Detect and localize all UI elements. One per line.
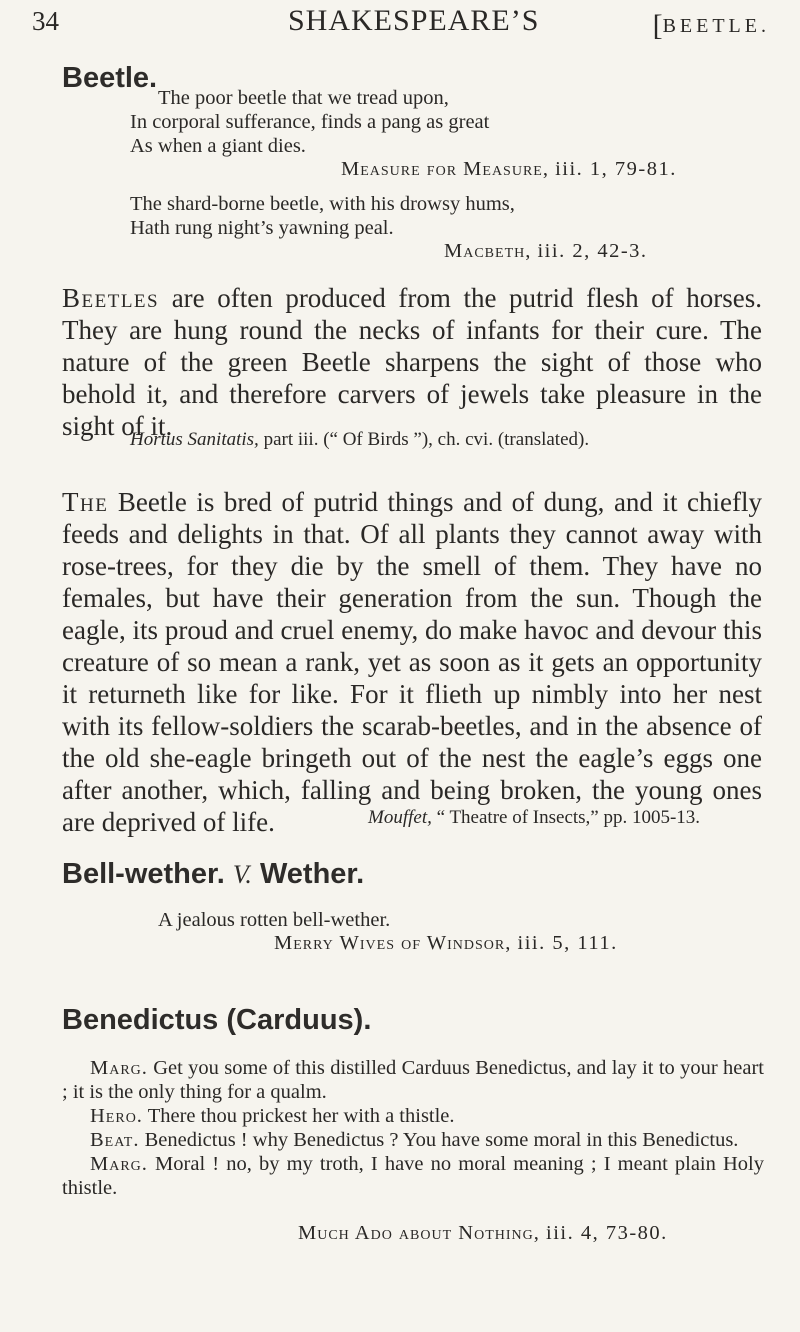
citation-details: “ Theatre of Insects,” pp. 1005-13.	[431, 807, 701, 828]
running-header	[32, 2, 770, 42]
quote-macbeth	[130, 192, 515, 240]
speaker: Beat.	[90, 1129, 140, 1151]
source-title: Merry Wives of Windsor,	[274, 932, 512, 954]
source-measure-for-measure	[341, 158, 677, 181]
cited-work: Hortus Sanitatis,	[130, 429, 259, 450]
speech	[62, 1128, 764, 1152]
source-merry-wives	[274, 932, 618, 955]
citation-hortus-sanitatis	[130, 428, 766, 452]
citation-mouffet	[368, 806, 700, 830]
speech	[62, 1152, 764, 1200]
paragraph-text: Beetle is bred of putrid things and of dung, and it chiefly feeds and delights in that. Of all plants they cannot away with rose-trees, for they die by the smell of them. They have no females, but have their generation from the sun. Though the eagle, its proud and cruel enemy, do make havoc and devour this creature of so mean a rank, yet as soon as it gets an opportunity it returneth like for like. For it flieth up nimbly into her nest with its fellow-soldiers the scarab-beetles, and in the absence of the old she-eagle bringeth out of the nest the eagle’s eggs one after another, which, falling and being broken, the young ones are deprived of life.	[62, 487, 762, 837]
speech	[62, 1056, 764, 1104]
verse-line: A jealous rotten bell-wether.	[158, 909, 391, 931]
paragraph-hortus-sanitatis	[62, 282, 762, 442]
verse-line: Hath rung night’s yawning peal.	[130, 217, 394, 239]
source-reference: iii. 5, 111.	[517, 932, 618, 954]
speech	[62, 1104, 764, 1128]
source-reference: iii. 1, 79-81.	[555, 158, 677, 180]
source-reference: iii. 4, 73-80.	[546, 1222, 668, 1244]
variant-marker: V.	[232, 860, 252, 889]
paragraph-mouffet	[62, 486, 762, 838]
speaker: Hero.	[90, 1105, 143, 1127]
source-title: Macbeth,	[444, 240, 532, 262]
cited-author: Mouffet,	[368, 807, 432, 828]
verse-line: The shard-borne beetle, with his drowsy hums,	[130, 193, 515, 215]
dialogue-much-ado	[62, 1056, 764, 1200]
source-title: Measure for Measure,	[341, 158, 549, 180]
section-label: BEETLE.	[662, 15, 770, 37]
speech-text: There thou prickest her with a thistle.	[142, 1105, 455, 1127]
speaker: Marg.	[90, 1153, 148, 1175]
paragraph-text: are often produced from the putrid flesh of horses. They are hung round the necks of infants for their cure. The nature of the green Beetle sharpens the sight of those who behold it, and therefore carvers of jewels take pleasure in the sight of it.	[62, 283, 762, 441]
source-title: Much Ado about Nothing,	[298, 1222, 540, 1244]
speech-text: Benedictus ! why Benedictus ? You have some moral in this Benedictus.	[139, 1129, 739, 1151]
entry-heading-beetle: Beetle.	[62, 62, 158, 94]
paragraph-lead: Beetles	[62, 283, 160, 313]
heading-main: Bell-wether.	[62, 858, 225, 890]
verse-line: In corporal sufferance, finds a pang as great	[130, 111, 490, 133]
speech-text: Moral ! no, by my troth, I have no moral meaning ; I meant plain Holy thistle.	[62, 1153, 764, 1199]
paragraph-lead: The	[62, 487, 109, 517]
running-title: SHAKESPEARE’S	[288, 4, 540, 37]
page-number: 34	[32, 6, 59, 36]
section-marker: [BEETLE.	[652, 9, 770, 42]
verse-line: The poor beetle that we tread upon,	[158, 87, 449, 109]
source-reference: iii. 2, 42-3.	[537, 240, 648, 262]
speaker: Marg.	[90, 1057, 148, 1079]
heading-variant: Wether.	[259, 858, 365, 890]
citation-details: part iii. (“ Of Birds ”), ch. cvi. (translated).	[258, 429, 590, 450]
verse-line: As when a giant dies.	[130, 135, 306, 157]
source-macbeth	[444, 240, 648, 263]
quote-measure-for-measure	[130, 86, 489, 158]
entry-heading-benedictus: Benedictus (Carduus).	[62, 1004, 372, 1036]
entry-heading-bell-wether	[62, 858, 364, 891]
source-much-ado	[298, 1222, 668, 1245]
quote-merry-wives	[158, 908, 390, 932]
speech-text: Get you some of this distilled Carduus Benedictus, and lay it to your heart ; it is the only thing for a qualm.	[62, 1057, 764, 1103]
